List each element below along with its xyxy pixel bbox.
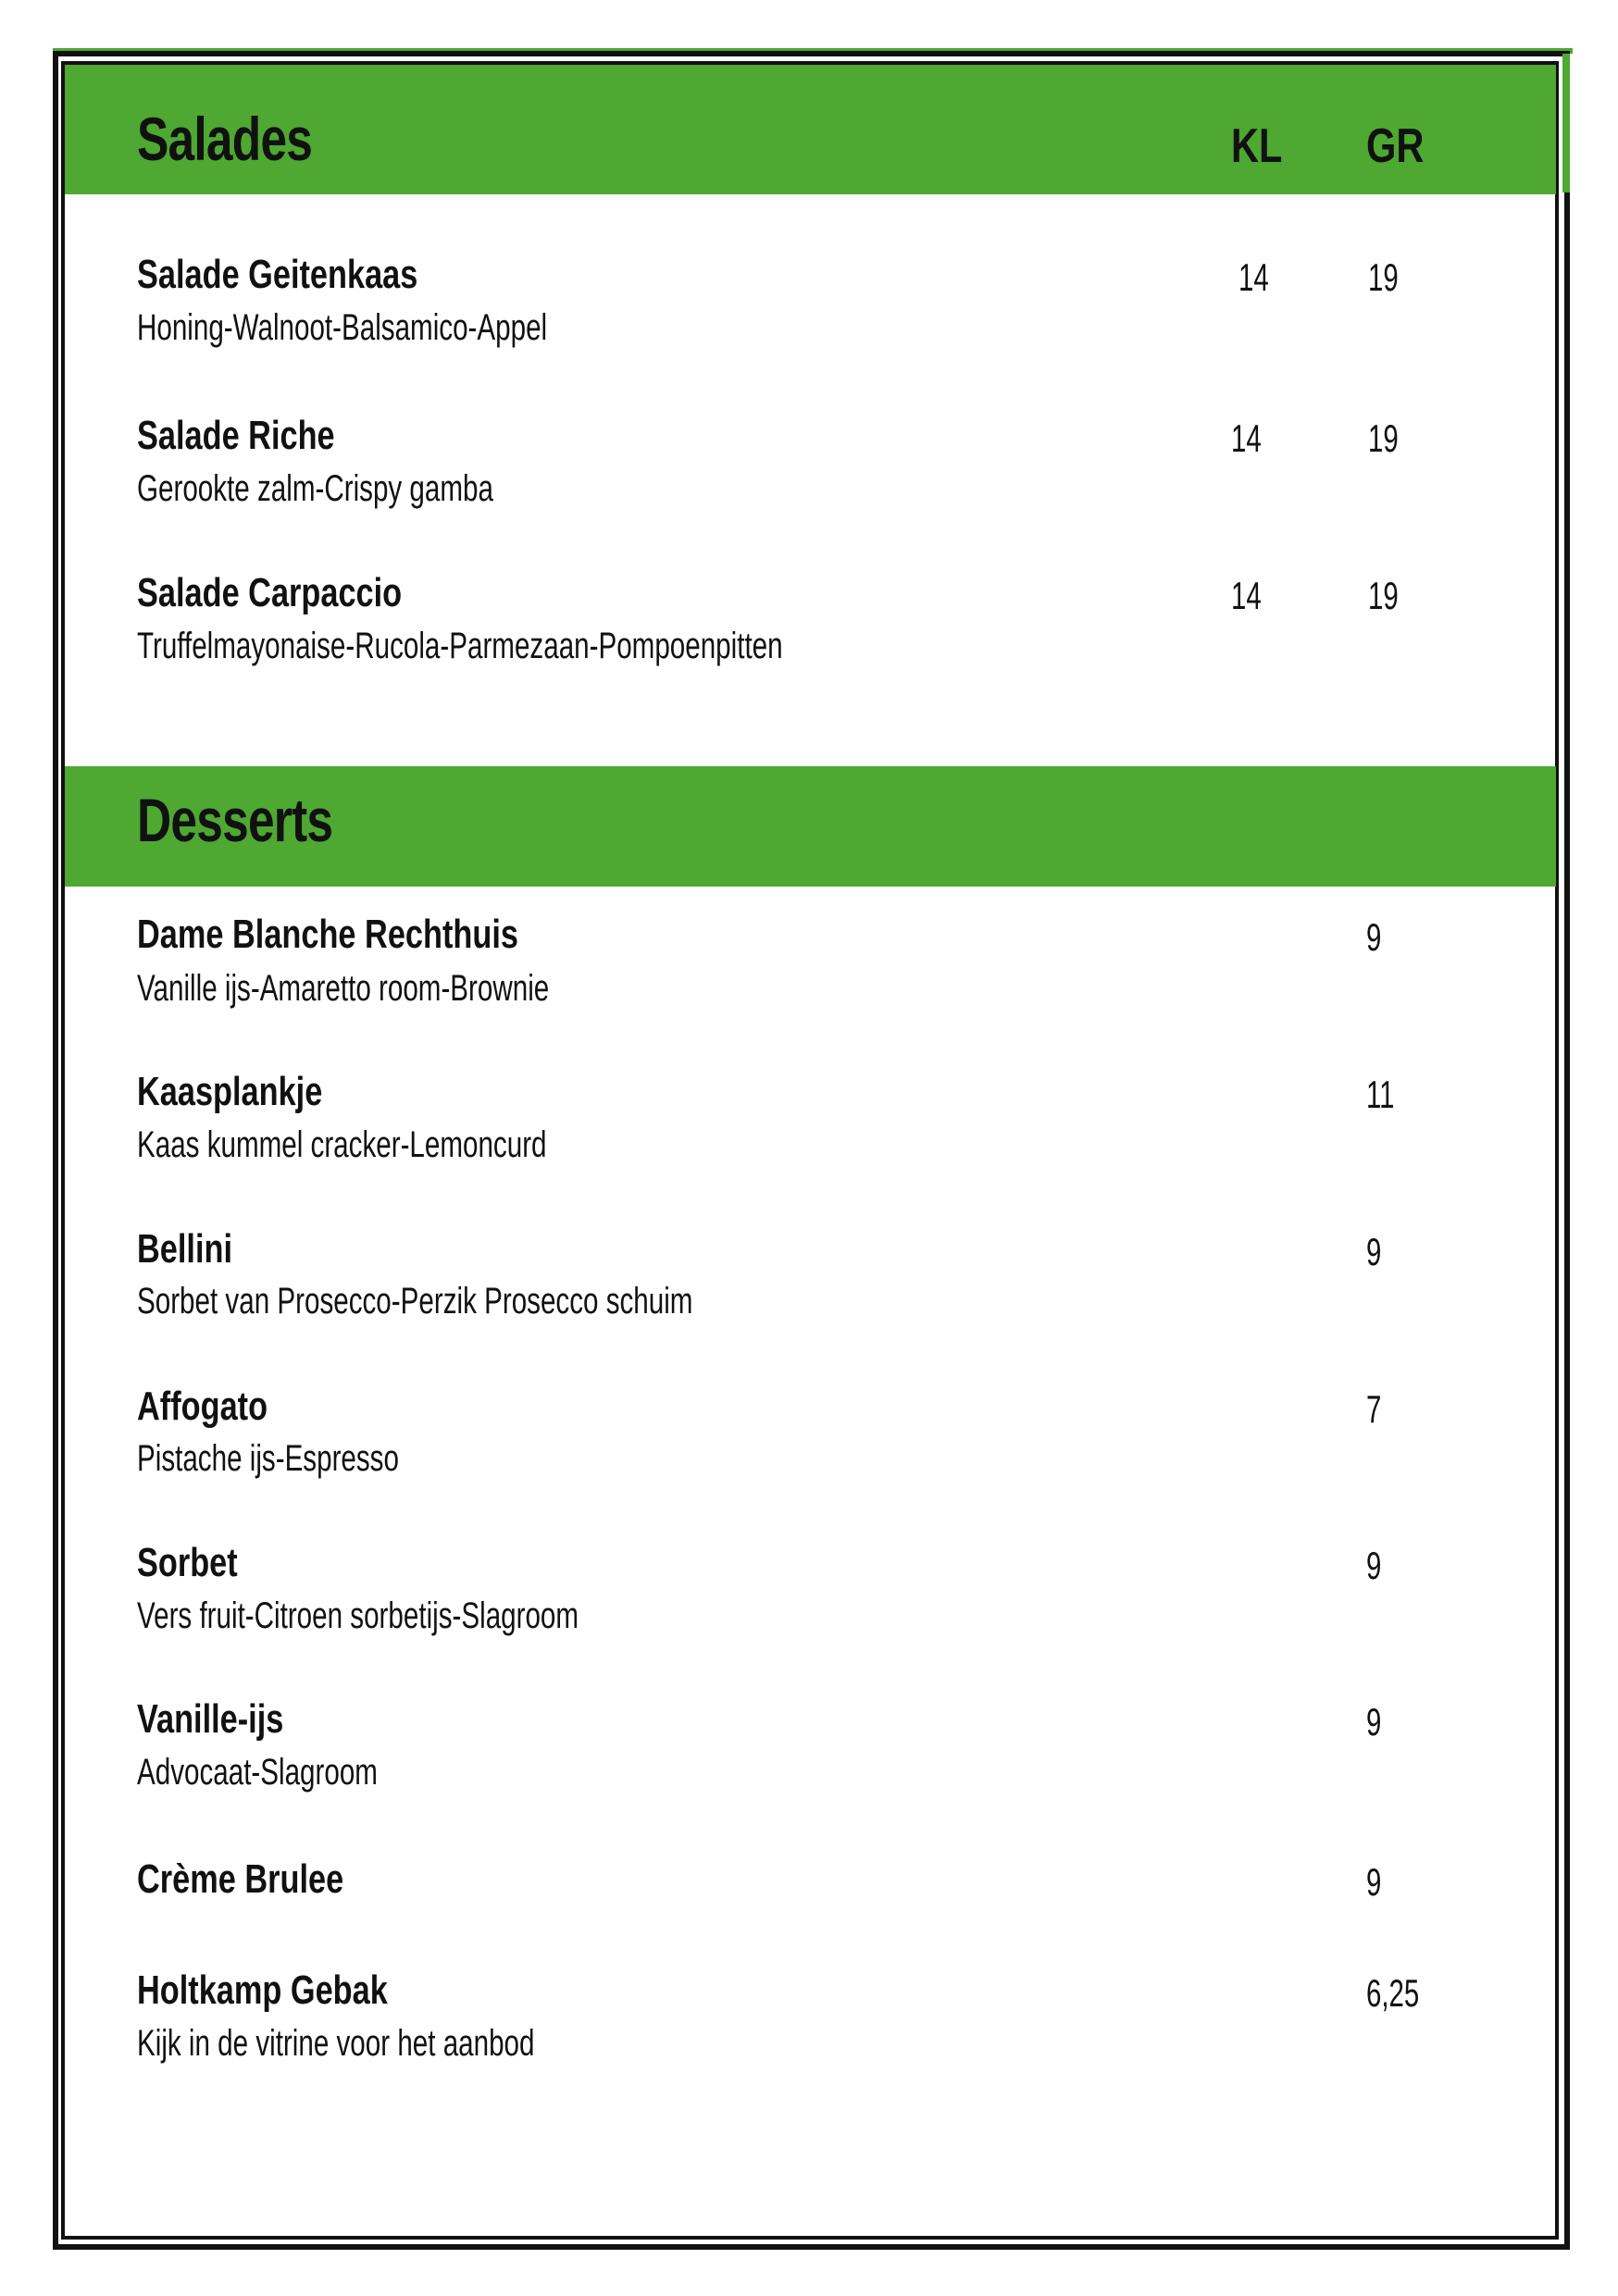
item-name: Affogato <box>137 1384 268 1429</box>
item-name: Holtkamp Gebak <box>137 1967 388 2013</box>
column-header-gr: GR <box>1366 119 1425 173</box>
item-description: Vanille ijs-Amaretto room-Brownie <box>137 968 550 1009</box>
price: 7 <box>1366 1387 1382 1431</box>
item-name: Salade Carpaccio <box>137 570 403 615</box>
price: 9 <box>1366 915 1382 959</box>
item-description: Advocaat-Slagroom <box>137 1752 378 1793</box>
price-gr: 19 <box>1368 574 1399 617</box>
item-description: Gerookte zalm-Crispy gamba <box>137 468 493 509</box>
price-gr: 19 <box>1368 255 1399 299</box>
price: 9 <box>1366 1544 1382 1587</box>
item-name: Kaasplankje <box>137 1069 323 1114</box>
item-name: Salade Riche <box>137 413 335 458</box>
item-description: Sorbet van Prosecco-Perzik Prosecco schuim <box>137 1281 693 1322</box>
price: 9 <box>1366 1860 1382 1904</box>
price-kl: 14 <box>1238 255 1269 299</box>
item-name: Sorbet <box>137 1540 238 1585</box>
price-gr: 19 <box>1368 416 1399 460</box>
right-accent-line <box>1562 54 1570 192</box>
salades-title: Salades <box>137 105 313 173</box>
item-name: Bellini <box>137 1226 232 1272</box>
item-name: Dame Blanche Rechthuis <box>137 912 518 957</box>
price: 11 <box>1366 1073 1395 1116</box>
column-header-kl: KL <box>1231 119 1283 173</box>
item-description: Honing-Walnoot-Balsamico-Appel <box>137 307 548 348</box>
item-description: Kaas kummel cracker-Lemoncurd <box>137 1124 547 1165</box>
item-name: Vanille-ijs <box>137 1696 284 1742</box>
item-description: Pistache ijs-Espresso <box>137 1438 399 1479</box>
desserts-title: Desserts <box>137 786 333 854</box>
price-kl: 14 <box>1231 416 1262 460</box>
price: 9 <box>1366 1230 1382 1273</box>
price: 6,25 <box>1366 1971 1420 2015</box>
price-kl: 14 <box>1231 574 1262 617</box>
price: 9 <box>1366 1700 1382 1744</box>
item-description: Kijk in de vitrine voor het aanbod <box>137 2023 535 2064</box>
item-description: Vers fruit-Citroen sorbetijs-Slagroom <box>137 1595 579 1636</box>
item-name: Salade Geitenkaas <box>137 252 418 297</box>
item-name: Crème Brulee <box>137 1856 344 1902</box>
item-description: Truffelmayonaise-Rucola-Parmezaan-Pompoenpitten <box>137 626 783 666</box>
